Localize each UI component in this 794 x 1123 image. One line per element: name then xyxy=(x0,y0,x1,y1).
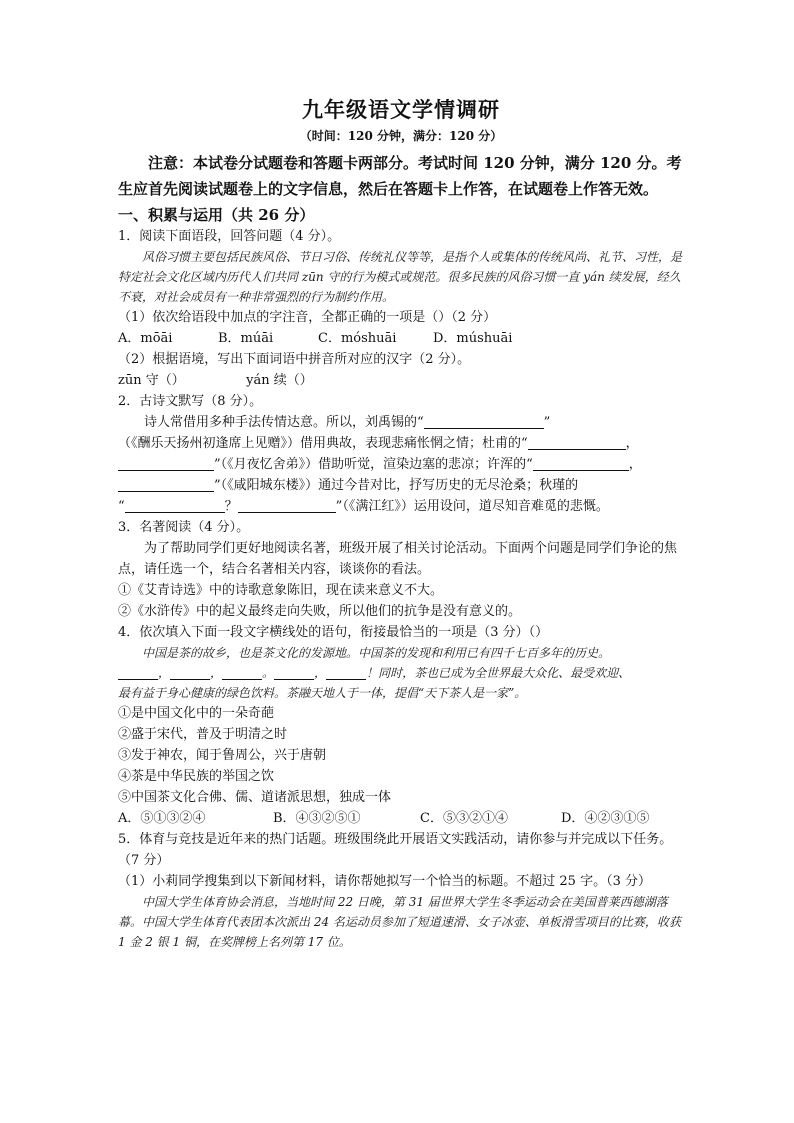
question-2-line2 xyxy=(118,433,684,454)
question-5-news: 中国大学生体育协会消息，当地时间 22 日晚，第 31 届世界大学生冬季运动会在美国普莱西德湖落幕。中国大学生体育代表团本次派出 24 名运动员参加了短道速滑、女子冰壶、单板滑雪项目的比赛，收获 1 金 2 银 1 铜，在奖牌榜上名列第 17 位。 xyxy=(118,895,681,949)
passage-text: 。 xyxy=(262,666,275,680)
question-3-heading: 3．名著阅读（4 分）。 xyxy=(118,520,250,535)
exam-page xyxy=(118,96,684,952)
answer-blank[interactable] xyxy=(528,434,626,450)
question-3-item-2: ②《水浒传》中的起义最终走向失败，所以他们的抗争是没有意义的。 xyxy=(118,604,522,619)
poem-text: （《酬乐天扬州初逢席上见赠》）借用典故，表现悲痛怅惘之情；杜甫的“ xyxy=(118,436,528,451)
question-3-item-1: ①《艾青诗选》中的诗歌意象陈旧，现在读来意义不大。 xyxy=(118,583,444,598)
passage-text: ， xyxy=(314,666,327,680)
poem-text: 诗人常借用多种手法传情达意。所以，刘禹锡的“ xyxy=(144,415,424,430)
exam-time-info: （时间：120 分钟，满分：120 分） xyxy=(299,129,503,143)
pinyin-zun: zūn 守（） xyxy=(118,373,185,388)
poem-text: ” xyxy=(543,415,551,430)
option-d: D．④②③①⑤ xyxy=(561,811,650,826)
question-1-options xyxy=(118,328,684,349)
passage-text: ， xyxy=(210,666,223,680)
exam-notice: 注意：本试卷分试题卷和答题卡两部分。考试时间 120 分钟，满分 120 分。考生应首先阅读试题卷上的文字信息，然后在答题卡上作答，在试题卷上作答无效。 xyxy=(118,154,682,198)
answer-blank[interactable] xyxy=(424,413,544,429)
poem-text: “ xyxy=(118,499,125,514)
option-a: A．mōāi xyxy=(118,331,173,346)
question-2-line3 xyxy=(118,454,684,475)
answer-blank[interactable] xyxy=(125,497,225,513)
passage-text: ， xyxy=(158,666,171,680)
question-1-sub1: （1）依次给语段中加点的字注音，全都正确的一项是（）（2 分） xyxy=(118,310,497,325)
section-heading: 一、积累与运用（共 26 分） xyxy=(118,206,315,224)
answer-blank[interactable] xyxy=(118,455,214,471)
poem-text: ， xyxy=(625,436,639,451)
question-4-passage-2 xyxy=(118,663,684,683)
poem-text: ？ xyxy=(224,499,238,514)
option-c: C．móshuāi xyxy=(318,331,397,346)
question-4-item: ④茶是中华民族的举国之饮 xyxy=(118,769,275,784)
poem-text: ”（《月夜忆舍弟》）借助听觉，渲染边塞的悲凉；许浑的“ xyxy=(214,457,533,472)
question-4-item: ③发于神农，闻于鲁周公，兴于唐朝 xyxy=(118,748,327,763)
answer-blank[interactable] xyxy=(118,476,214,492)
answer-blank[interactable] xyxy=(326,664,366,680)
question-3-intro: 为了帮助同学们更好地阅读名著，班级开展了相关讨论活动。下面两个问题是同学们争论的焦点，请任选一个，结合名著相关内容，谈谈你的看法。 xyxy=(118,541,678,577)
question-4-item: ⑤中国茶文化合佛、儒、道诸派思想，独成一体 xyxy=(118,790,392,805)
question-5-heading: 5．体育与竞技是近年来的热门话题。班级围绕此开展语文实践活动，请你参与并完成以下任务。（7 分） xyxy=(118,832,673,868)
passage-text: ！同时，茶也已成为全世界最大众化、最受欢迎、 xyxy=(366,666,631,680)
answer-blank[interactable] xyxy=(533,455,629,471)
question-2-line4 xyxy=(118,475,684,496)
answer-blank[interactable] xyxy=(274,664,314,680)
question-4-item: ①是中国文化中的一朵奇葩 xyxy=(118,706,275,721)
option-b: B．④③②⑤① xyxy=(273,811,361,826)
answer-blank[interactable] xyxy=(170,664,210,680)
answer-blank[interactable] xyxy=(118,664,158,680)
option-d: D．múshuāi xyxy=(433,331,513,346)
poem-text: ”（《满江红》）运用设问，道尽知音难觅的悲慨。 xyxy=(335,499,609,514)
question-2-line5 xyxy=(118,496,684,517)
question-4-options xyxy=(118,808,684,829)
answer-blank[interactable] xyxy=(222,664,262,680)
poem-text: ”（《咸阳城东楼》）通过今昔对比，抒写历史的无尽沧桑；秋瑾的 xyxy=(214,478,579,493)
question-4-passage-1: 中国是茶的故乡，也是茶文化的发源地。中国茶的发现和利用已有四千七百多年的历史。 xyxy=(142,646,611,660)
question-4-item: ②盛于宋代，普及于明清之时 xyxy=(118,727,288,742)
question-2-heading: 2．古诗文默写（8 分）。 xyxy=(118,394,263,409)
option-c: C．⑤③②①④ xyxy=(420,811,508,826)
poem-text: ， xyxy=(628,457,642,472)
answer-blank[interactable] xyxy=(238,497,336,513)
page-title: 九年级语文学情调研 xyxy=(302,97,500,122)
pinyin-row xyxy=(118,370,684,391)
question-1-sub2: （2）根据语境，写出下面词语中拼音所对应的汉字（2 分）。 xyxy=(118,352,471,367)
question-2-passage xyxy=(118,412,684,433)
question-5-sub1: （1）小莉同学搜集到以下新闻材料，请你帮她拟写一个恰当的标题。不超过 25 字。（3 分） xyxy=(118,874,651,889)
question-1-passage: 风俗习惯主要包括民族风俗、节日习俗、传统礼仪等等，是指个人或集体的传统风尚、礼节、习性，是特定社会文化区域内历代人们共同 zūn 守的行为模式或规范。很多民族的风俗习惯一直 yán 续发展，经久不衰，对社会成员有一种非常强烈的行为制约作用。 xyxy=(118,250,683,304)
pinyin-yan: yán 续（） xyxy=(246,373,313,388)
option-a: A．⑤①③②④ xyxy=(118,811,206,826)
question-1-heading: 1．阅读下面语段，回答问题（4 分）。 xyxy=(118,229,341,244)
question-4-passage-3: 最有益于身心健康的绿色饮料。茶融天地人于一体，提倡“天下茶人是一家”。 xyxy=(118,686,527,700)
option-b: B．múāi xyxy=(218,331,274,346)
question-4-heading: 4．依次填入下面一段文字横线处的语句，衔接最恰当的一项是（3 分）（） xyxy=(118,625,549,640)
